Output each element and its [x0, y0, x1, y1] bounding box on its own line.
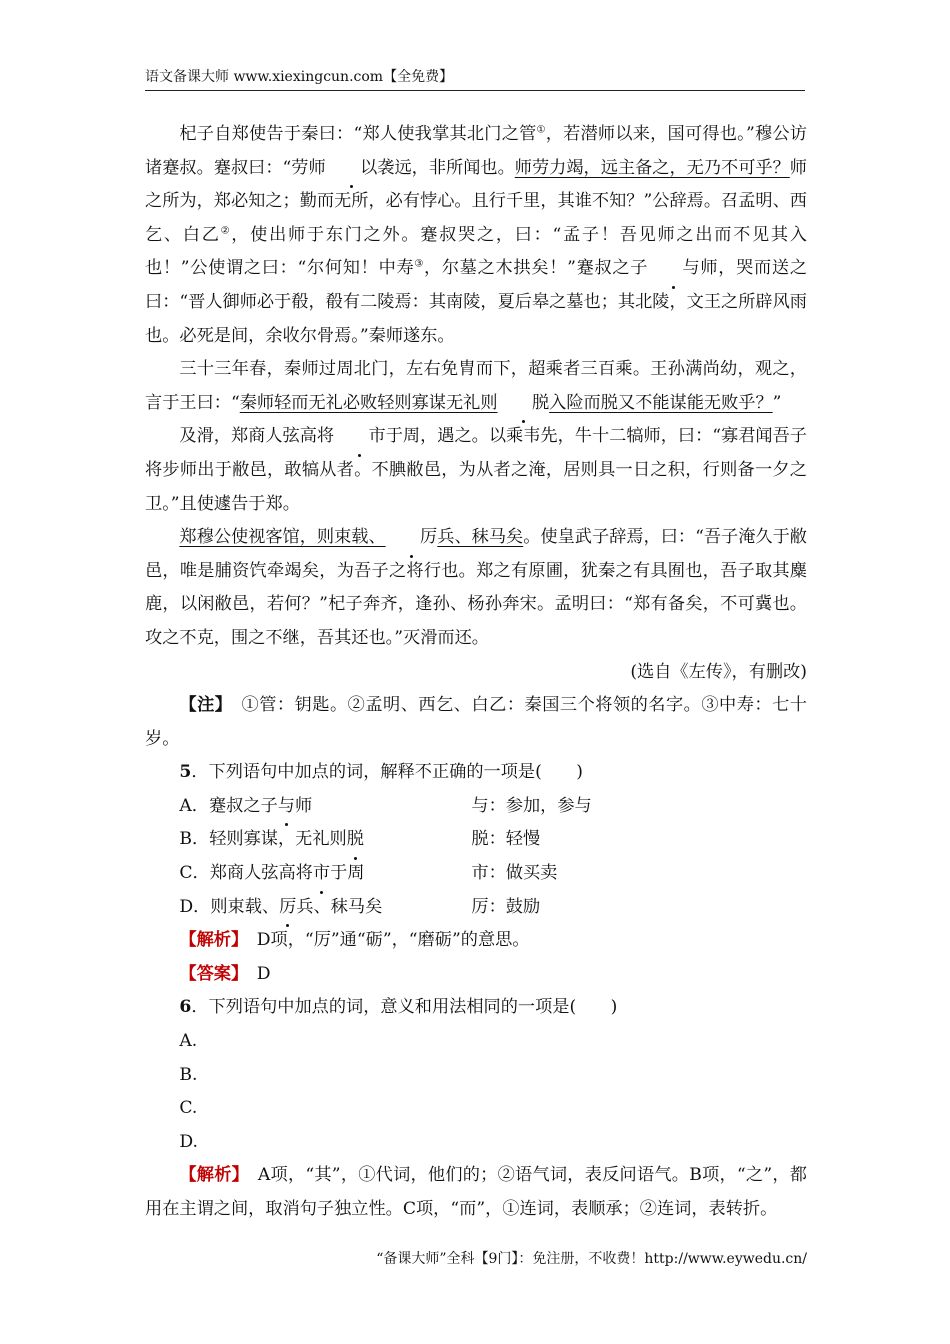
option-text: A．蹇叔之子 — [179, 795, 278, 816]
passage-paragraph-2 — [145, 353, 807, 420]
dotted-word: 市 — [313, 857, 330, 891]
underlined-sentence: 师劳力竭，远主备之，无乃不可乎？ — [514, 157, 790, 178]
text-run: ，使出师于东门之外。蹇叔哭之，曰：“孟子！吾见师之出而不见其入也！”公使谓之曰：“尔何知！中寿 — [145, 224, 807, 279]
analysis-text: D项，“厉”通“砺”，“磨砺”的意思。 — [256, 930, 530, 951]
text-run: 及滑，郑商人弦高将 — [179, 426, 335, 447]
dotted-word: 与 — [278, 790, 295, 824]
option-text: 兵、秣马矣 — [296, 896, 383, 917]
q6-option-b: B. — [179, 1064, 198, 1085]
analysis-label: 【解析】 — [179, 930, 240, 951]
q5-option-c — [145, 857, 807, 891]
header-text: 语文备课大师 www.xiexingcun.com【全免费】 — [145, 69, 454, 85]
option-text: 师 — [294, 795, 313, 816]
underlined-sentence — [240, 393, 773, 413]
text-run: 兵、秣马矣 — [437, 527, 524, 548]
dotted-word: 脱 — [347, 823, 364, 857]
option-text: 于周 — [330, 863, 365, 884]
text-run: ，尔墓之木拱矣！”蹇叔之子 — [424, 258, 649, 279]
text-run: 脱 — [600, 392, 618, 413]
option-text: C．郑商人弦高将 — [179, 863, 313, 884]
footnote-mark: ③ — [414, 258, 425, 270]
text-run: 于周，遇之。以乘韦先，牛十二犒师，曰：“寡君闻吾子将步师出于敝邑，敢犒从者。不腆敝邑，为从者之淹，居则具一日之积，行则备一夕之卫。”且使遽告于郑。 — [145, 426, 807, 514]
dotted-word: 厉 — [386, 521, 438, 555]
document-body — [145, 118, 807, 1227]
text-run: 师，哭而送之曰：“晋人御师必于殽，殽有二陵焉：其南陵，夏后皋之墓也；其北陵，文王之所辟风雨也。必死是间，余收尔骨焉。”秦师遂东。 — [145, 258, 808, 346]
dotted-word: 以 — [326, 152, 378, 186]
question-5-stem — [145, 756, 807, 790]
footer-text: “备课大师”全科【9门】：免注册，不收费！http://www.eywedu.cn/ — [376, 1251, 807, 1267]
text-run: 杞子自郑使告于秦曰：“郑人使我掌其北门之管 — [179, 124, 537, 144]
option-definition: 与：参加，参与 — [471, 795, 592, 816]
question-text: ．下列语句中加点的词，意义和用法相同的一项是( ) — [191, 997, 618, 1018]
answer-text: D — [256, 963, 271, 984]
q5-option-d — [145, 891, 807, 925]
dotted-word: 脱 — [498, 387, 550, 421]
text-run: 三十三年春，秦师过周北门，左右免胄而下，超乘者三百乘。王孙满尚幼，观之，言于王曰：“ — [145, 359, 807, 413]
q6-option-a: A. — [179, 1031, 198, 1052]
question-6-stem — [145, 991, 807, 1025]
analysis-label: 【解析】 — [179, 1165, 241, 1186]
passage-paragraph-4 — [145, 521, 807, 655]
analysis-text: A项，“其”，①代词，他们的；②语气词，表反问语气。B项，“之”，都用在主谓之间，取消句子独立性。C项，“而”，①连词，表顺承；②连词，表转折。 — [145, 1165, 807, 1219]
text-run: 。使皇武子辞焉，曰：“吾子淹久于敝邑，唯是脯资饩牵竭矣，为吾子之将行也。郑之有原圃，犹秦之有具囿也，吾子取其麋鹿，以闲敝邑，若何？”杞子奔齐，逢孙、杨孙奔宋。孟明曰：“郑有备矣，不可冀也。攻之不克，围之不继，吾其还也。”灭滑而还。 — [145, 527, 807, 648]
note-paragraph — [145, 689, 807, 756]
text-run: ，若潜师以来，国可得也。”穆公访诸蹇叔。蹇叔曰：“劳师 — [145, 124, 807, 178]
text-run: ” — [772, 392, 782, 413]
text-run: 师之所为，郑必知之；勤而无所，必有悖心。且行千里，其谁不知？”公辞焉。召孟明、西乞、白乙 — [145, 157, 807, 245]
note-text: ①管：钥匙。②孟明、西乞、白乙：秦国三个将领的名字。③中寿：七十岁。 — [145, 695, 807, 749]
text-run: 又不能谋能无败乎？ — [617, 392, 773, 413]
question-number: 6 — [179, 997, 192, 1018]
passage-paragraph-1 — [145, 118, 807, 353]
text-run: 袭远，非所闻也。 — [377, 157, 515, 178]
q6-option-c: C. — [179, 1098, 198, 1119]
dotted-word: 厉 — [279, 891, 296, 925]
option-text: B．轻则寡谋，无礼则 — [179, 829, 347, 850]
question-number: 5 — [179, 762, 192, 783]
q5-answer — [145, 958, 807, 992]
option-text: D．则束载、 — [179, 896, 280, 917]
passage-paragraph-3 — [145, 420, 807, 521]
text-run: 郑穆公使视客馆，则束载、 — [179, 527, 386, 548]
footnote-mark: ① — [536, 124, 546, 136]
q5-option-b — [145, 823, 807, 857]
question-text: ．下列语句中加点的词，解释不正确的一项是( ) — [191, 762, 583, 783]
dotted-word: 市 — [334, 420, 386, 454]
footnote-mark: ② — [220, 225, 232, 237]
dotted-word: 与 — [648, 252, 700, 286]
option-definition: 市：做买卖 — [471, 863, 558, 884]
note-label: 【注】 — [179, 695, 224, 716]
text-run: 入险而 — [549, 392, 601, 413]
option-definition: 脱：轻慢 — [471, 829, 541, 850]
q6-option-d: D. — [179, 1131, 199, 1152]
text-run: 秦师轻而无礼必败轻则寡谋无礼则 — [239, 392, 498, 413]
page-header — [145, 66, 805, 91]
answer-label: 【答案】 — [179, 963, 240, 984]
q5-analysis — [145, 924, 807, 958]
passage-source: (选自《左传》，有删改) — [630, 661, 807, 682]
underlined-sentence — [179, 527, 523, 547]
q6-analysis — [145, 1159, 807, 1226]
page-footer — [376, 1248, 807, 1268]
q5-option-a — [145, 790, 807, 824]
option-definition: 厉：鼓励 — [471, 896, 541, 917]
